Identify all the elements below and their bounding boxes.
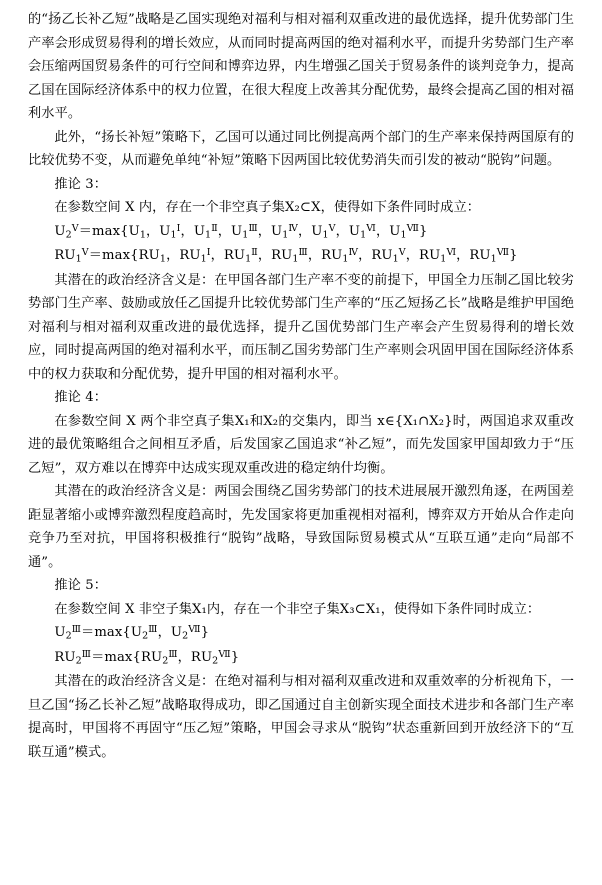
paragraph-inference-5-statement: 在参数空间 X 非空子集X₁内，存在一个非空子集X₃⊂X₁，使得如下条件同时成立： (54, 601, 541, 617)
paragraph-inference-3-meaning: 其潜在的政治经济含义是：在甲国各部门生产率不变的前提下，甲国全力压制乙国比较劣势部门生产率、鼓励或放任乙国提升比较优势部门生产率的“压乙短扬乙长”战略是维护甲国绝对福利与相对福利双重改进的最优选择，提升乙国优势部门生产率会产生贸易得利的增长效应，同时提高两国的绝对福利水平，而压制乙国劣势部门生产率则会巩固甲国在国际经济体系中的权力获取和分配优势，提升甲国的相对福利水平。 (28, 272, 574, 382)
heading-inference-3: 推论 3： (54, 176, 108, 192)
heading-inference-4: 推论 4： (54, 390, 108, 406)
formula-ru3-max: $RU_2^Ⅲ=\max\{RU_2^Ⅲ$，$RU_2^Ⅶ$} (54, 648, 240, 667)
formula-u2-max: $U_2^Ⅴ=\max\{U_1$，$U_1^Ⅰ$，$U_1^Ⅱ$，$U_1^Ⅲ$，$U_1^Ⅳ$，$U_1^Ⅴ$，$U_1^Ⅵ$，$U_1^Ⅶ$} (54, 222, 428, 241)
formula-ru1-max: $RU_1^Ⅴ=\max\{RU_1$，$RU_1^Ⅰ$，$RU_1^Ⅱ$，$RU_1^Ⅲ$，$RU_1^Ⅳ$，$RU_1^Ⅴ$，$RU_1^Ⅵ$，$RU_1^Ⅶ$} (54, 247, 518, 265)
paragraph-inference-4-statement: 在参数空间 X 两个非空真子集X₁和X₂的交集内，即当 x∈{X₁∩X₂}时，两国追求双重改进的最优策略组合之间相互矛盾，后发国家乙国追求“补乙短”，而先发国家甲国却致力于“压乙短”，双方难以在博弈中达成实现双重改进的稳定纳什均衡。 (28, 413, 574, 476)
heading-inference-5: 推论 5： (54, 578, 108, 594)
paragraph-inference-3-statement: 在参数空间 X 内，存在一个非空真子集X₂⊂X，使得如下条件同时成立： (54, 200, 481, 215)
paragraph-inference-5-meaning: 其潜在的政治经济含义是：在绝对福利与相对福利双重改进和双重效率的分析视角下，一旦乙国“扬乙长补乙短”战略取得成功，即乙国通过自主创新实现全面技术进步和各部门生产率提高时，甲国将不再固守“压乙短”策略，甲国会寻求从“脱钩”状态重新回到开放经济下的“互联互通”模式。 (28, 674, 574, 760)
paragraph-opening: 的“扬乙长补乙短”战略是乙国实现绝对福利与相对福利双重改进的最优选择，提升优势部门生产率会形成贸易得利的增长效应，从而同时提高两国的绝对福利水平，而提升劣势部门生产率会压缩两国贸易条件的可行空间和博弈边界，内生增强乙国关于贸易条件的谈判竞争力，提高乙国在国际经济体系中的权力位置，在很大程度上改善其分配优势，最终会提高乙国的相对福利水平。 (28, 12, 574, 121)
paragraph-additional-note: 此外，“扬长补短”策略下，乙国可以通过同比例提高两个部门的生产率来保持两国原有的比较优势不变，从而避免单纯“补短”策略下因两国比较优势消失而引发的被动“脱钩”问题。 (28, 129, 574, 168)
paragraph-inference-4-meaning: 其潜在的政治经济含义是：两国会围绕乙国劣势部门的技术进展展开激烈角逐，在两国差距显著缩小或博弈激烈程度趋高时，先发国家将更加重视相对福利，博弈双方开始从合作走向竞争乃至对抗，甲国将积极推行“脱钩”战略，导致国际贸易模式从“互联互通”走向“局部不通”。 (28, 484, 574, 570)
formula-u3-max: $U_2^Ⅲ=\max\{U_2^Ⅲ$，$U_2^Ⅶ$} (54, 624, 210, 642)
